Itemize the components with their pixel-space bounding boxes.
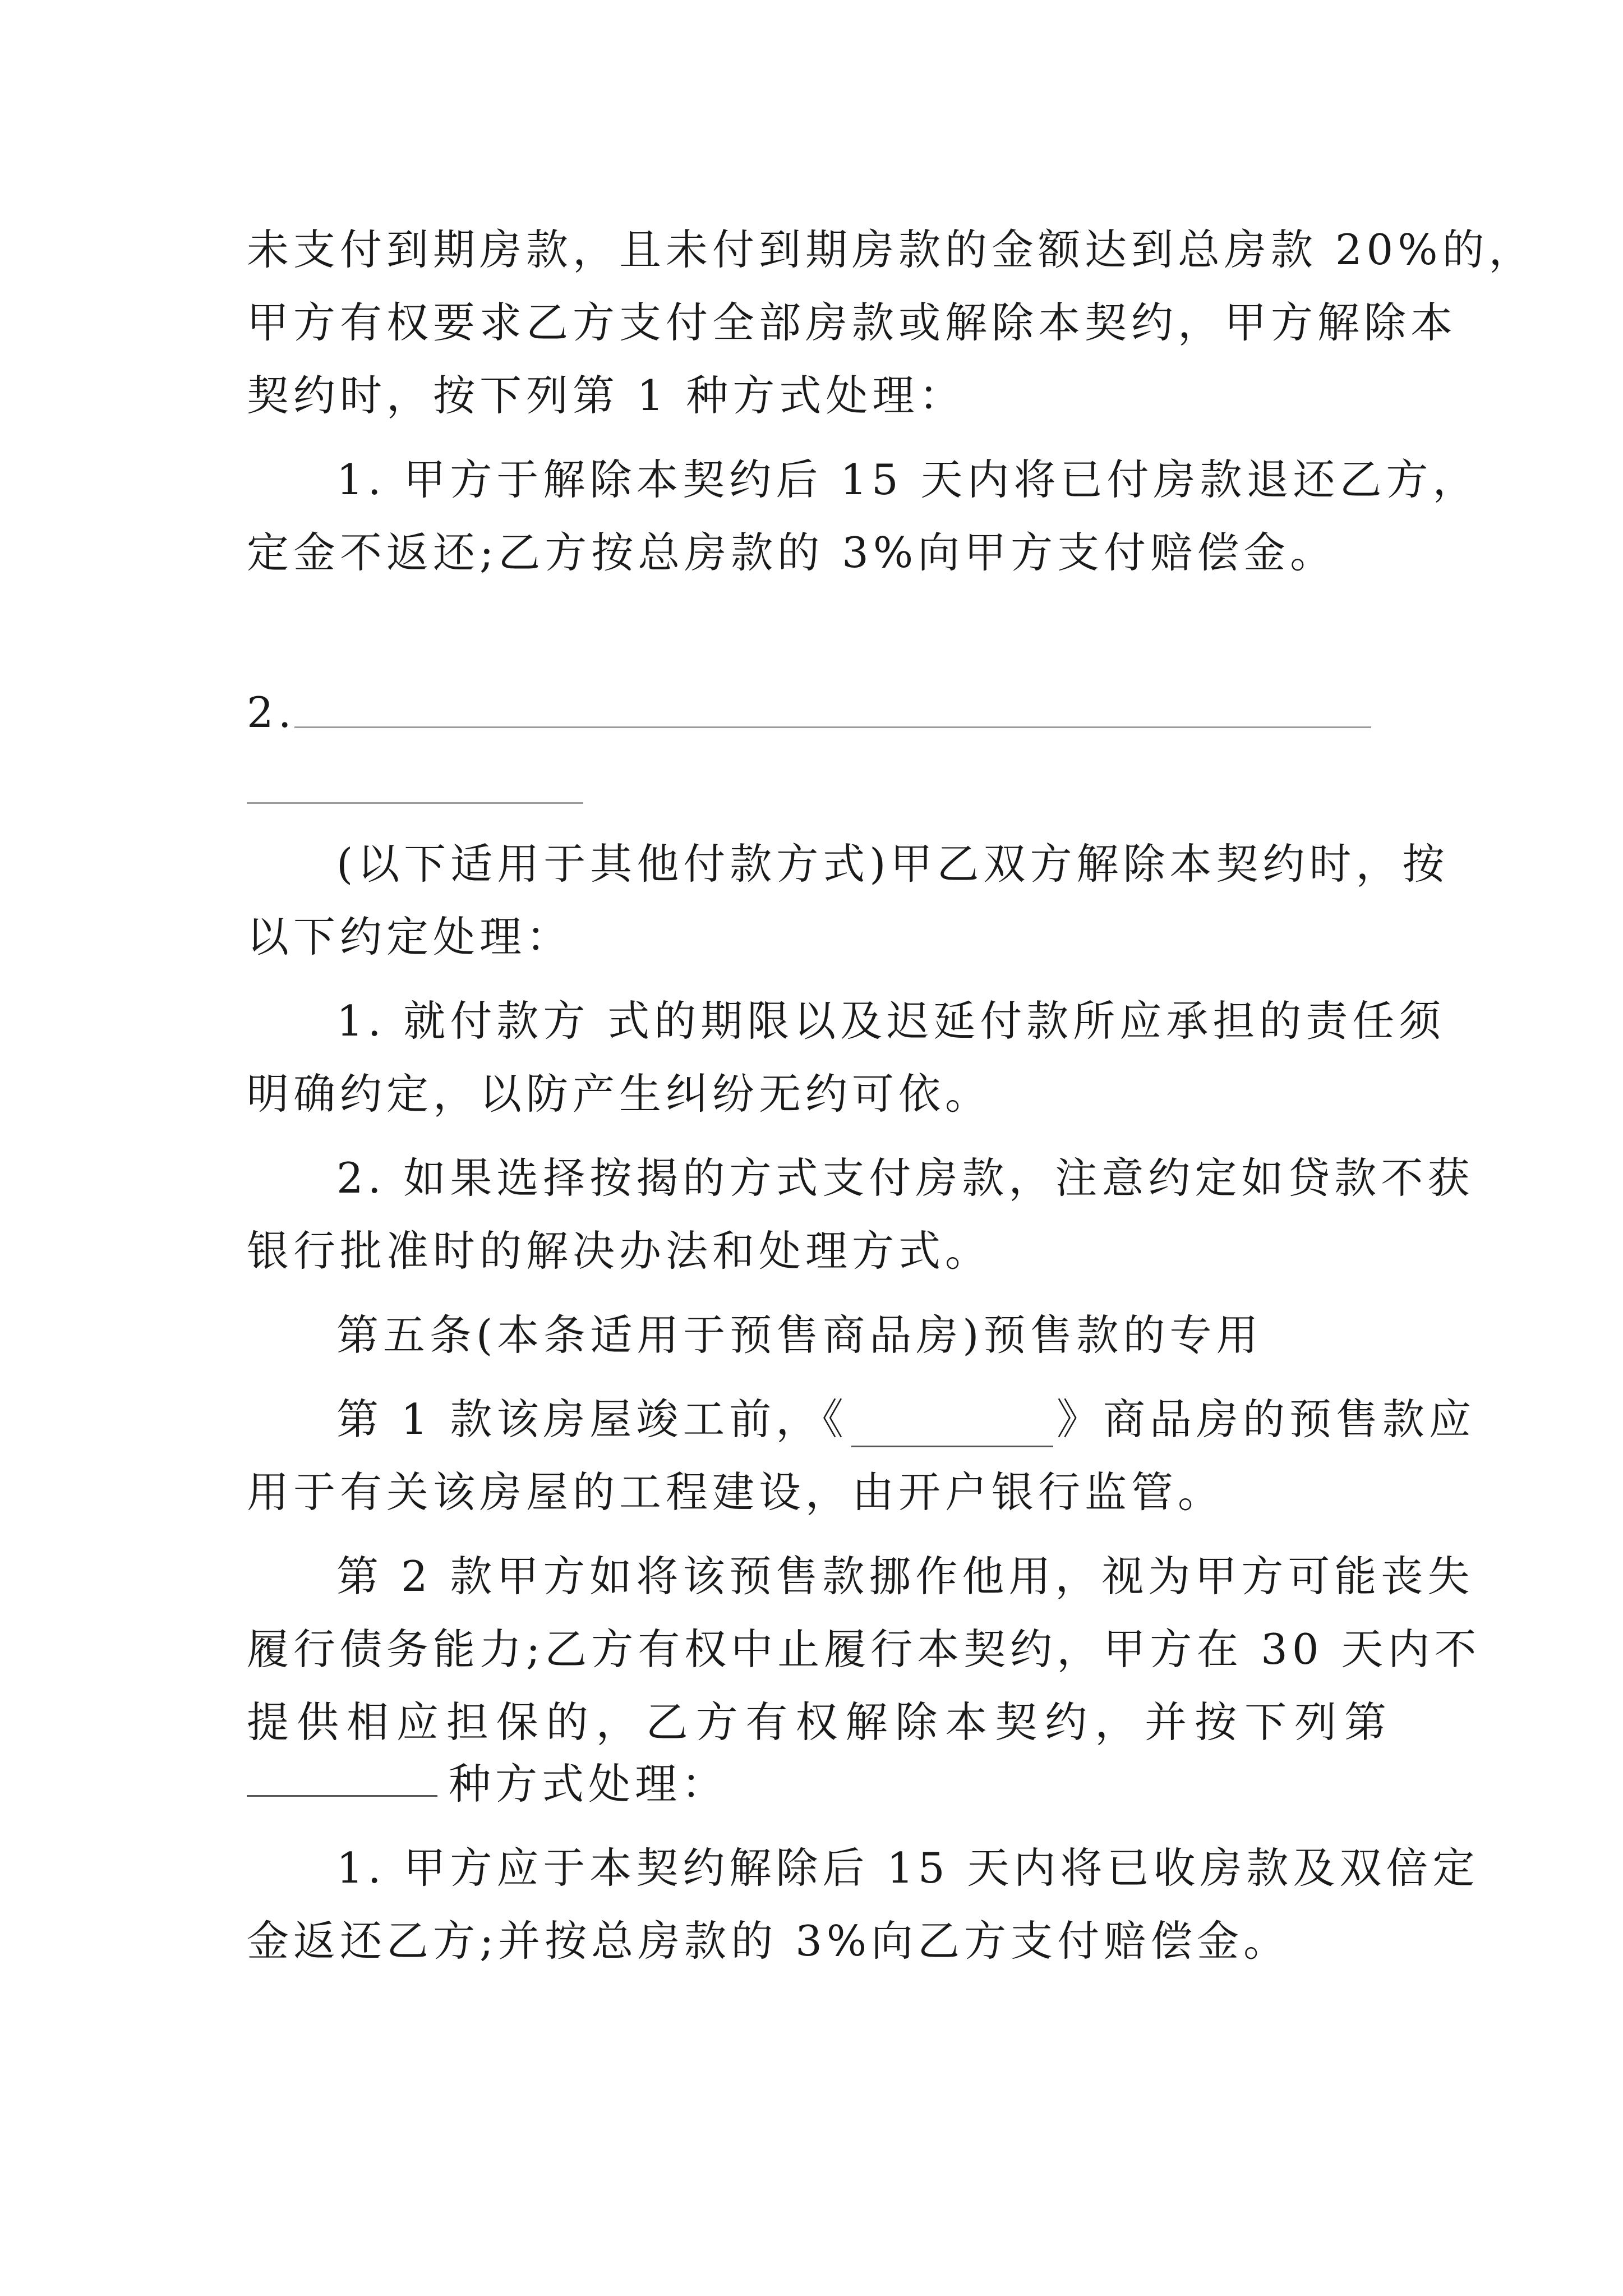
blank-fill-line — [294, 726, 1371, 728]
text-line: 金返还乙方;并按总房款的 3%向乙方支付赔偿金。 — [247, 1916, 1290, 1966]
text-line: 银行批准时的解决办法和处理方式。 — [247, 1226, 992, 1276]
section-heading: 第五条(本条适用于预售商品房)预售款的专用 — [336, 1310, 1263, 1360]
text-line: 明确约定，以防产生纠纷无约可依。 — [247, 1069, 992, 1119]
text-line: 契约时，按下列第 1 种方式处理： — [247, 371, 966, 420]
text-line: 未支付到期房款，且未付到期房款的金额达到总房款 20%的， — [247, 225, 1536, 274]
text-line: (以下适用于其他付款方式)甲乙双方解除本契约时，按 — [336, 839, 1449, 889]
text-line: 用于有关该房屋的工程建设，由开户银行监管。 — [247, 1467, 1225, 1517]
text-line: 第 2 款甲方如将该预售款挪作他用，视为甲方可能丧失 — [336, 1552, 1474, 1601]
text-line: 1. 甲方应于本契约解除后 15 天内将已收房款及双倍定 — [336, 1843, 1479, 1893]
text-line: 以下约定处理： — [247, 912, 573, 961]
text-line: 1. 甲方于解除本契约后 15 天内将已付房款退还乙方， — [336, 455, 1479, 504]
text-fragment: 第 1 款该房屋竣工前，《 — [336, 1395, 848, 1444]
text-line: 种方式处理： — [449, 1759, 728, 1809]
text-line: 1. 就付款方 式的期限以及迟延付款所应承担的责任须 — [336, 996, 1446, 1046]
blank-fill-line — [247, 802, 583, 804]
text-line: 履行债务能力;乙方有权中止履行本契约，甲方在 30 天内不 — [247, 1625, 1481, 1674]
blank-field — [247, 1795, 437, 1797]
text-line — [336, 1391, 1476, 1447]
text-fragment: 》商品房的预售款应 — [1056, 1395, 1476, 1444]
text-line: 提供相应担保的，乙方有权解除本契约，并按下列第 — [247, 1697, 1391, 1747]
item-number: 2. — [247, 688, 296, 737]
text-line: 甲方有权要求乙方支付全部房款或解除本契约，甲方解除本 — [247, 298, 1458, 347]
text-line: 2. 如果选择按揭的方式支付房款，注意约定如贷款不获 — [336, 1153, 1474, 1203]
text-line: 定金不返还;乙方按总房款的 3%向甲方支付赔偿金。 — [247, 528, 1337, 577]
blank-field — [851, 1406, 1053, 1447]
